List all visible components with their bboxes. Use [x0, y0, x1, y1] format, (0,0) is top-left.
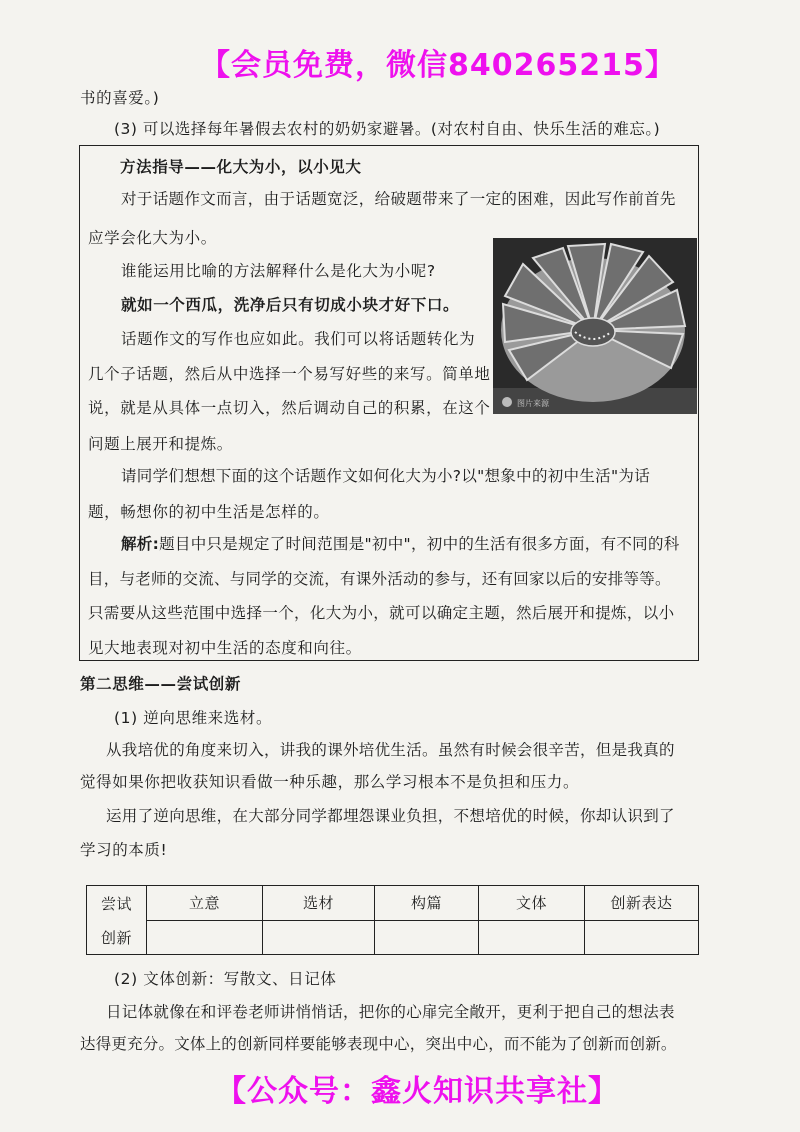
watermelon-image: [493, 238, 697, 414]
paragraph-line: 对于话题作文而言，由于话题宽泛，给破题带来了一定的困难，因此写作前首先: [121, 190, 676, 208]
table-row-label: 创新: [87, 920, 147, 954]
analysis-label: 解析:: [121, 535, 160, 553]
table-header-cell: 选材: [263, 886, 375, 921]
paragraph-line: 题，畅想你的初中生活是怎样的。: [88, 503, 330, 521]
analysis-line: [121, 532, 680, 554]
table-cell-empty: [479, 920, 585, 954]
text-line: (3) 可以选择每年暑假去农村的奶奶家避暑。(对农村自由、快乐生活的难忘。): [114, 120, 661, 138]
paragraph-line: 学习的本质!: [80, 841, 168, 859]
photo-caption: 图片来源: [517, 399, 549, 408]
banner-bottom: 【公众号：鑫火知识共享社】: [216, 1074, 619, 1109]
table-cell-empty: [375, 920, 479, 954]
table-header-cell: 创新表达: [585, 886, 699, 921]
paragraph-line: 运用了逆向思维，在大部分同学都埋怨课业负担，不想培优的时候，你却认识到了: [106, 807, 675, 825]
paragraph-line: 问题上展开和提炼。: [88, 435, 233, 453]
subheading: (1) 逆向思维来选材。: [114, 709, 273, 727]
paragraph-line: 目，与老师的交流、与同学的交流，有课外活动的参与，还有回家以后的安排等等。: [88, 570, 671, 588]
watermelon-photo: [493, 238, 697, 414]
paragraph-line: 说，就是从具体一点切入，然后调动自己的积累，在这个: [88, 399, 491, 417]
paragraph-line: 觉得如果你把收获知识看做一种乐趣，那么学习根本不是负担和压力。: [80, 773, 580, 791]
paragraph-line: 达得更充分。文体上的创新同样要能够表现中心，突出中心，而不能为了创新而创新。: [80, 1035, 677, 1053]
table-header-cell: 立意: [147, 886, 263, 921]
paragraph-line: 请同学们想想下面的这个话题作文如何化大为小?以"想象中的初中生活"为话: [121, 467, 650, 485]
table-row: [87, 886, 699, 921]
paragraph-line: 谁能运用比喻的方法解释什么是化大为小呢?: [121, 262, 436, 280]
table-row-label: 尝试: [87, 886, 147, 921]
subheading: (2) 文体创新：写散文、日记体: [114, 970, 337, 988]
try-innovation-table: [86, 885, 699, 955]
paragraph-line: 只需要从这些范围中选择一个，化大为小，就可以确定主题，然后展开和提炼，以小: [88, 604, 675, 622]
table-row: [87, 920, 699, 954]
banner-top: 【会员免费，微信840265215】: [200, 48, 676, 83]
paragraph-line: 日记体就像在和评卷老师讲悄悄话，把你的心扉完全敞开，更利于把自己的想法表: [106, 1003, 675, 1021]
method-heading: 方法指导——化大为小，以小见大: [120, 158, 362, 176]
paragraph-line: 话题作文的写作也应如此。我们可以将话题转化为: [121, 330, 476, 348]
table-header-cell: 构篇: [375, 886, 479, 921]
paragraph-line: 几个子话题，然后从中选择一个易写好些的来写。简单地: [88, 365, 491, 383]
paragraph-line-bold: 就如一个西瓜，洗净后只有切成小块才好下口。: [121, 296, 460, 314]
table-header-cell: 文体: [479, 886, 585, 921]
table-cell-empty: [585, 920, 699, 954]
section2-title: 第二思维——尝试创新: [80, 675, 242, 693]
paragraph-line: 应学会化大为小。: [88, 229, 217, 247]
table-cell-empty: [263, 920, 375, 954]
paragraph-line: 从我培优的角度来切入，讲我的课外培优生活。虽然有时候会很辛苦，但是我真的: [106, 741, 675, 759]
text-line: 书的喜爱。): [80, 89, 160, 107]
analysis-text: 题目中只是规定了时间范围是"初中"，初中的生活有很多方面，有不同的科: [159, 535, 680, 553]
table-cell-empty: [147, 920, 263, 954]
paragraph-line: 见大地表现对初中生活的态度和向往。: [88, 639, 362, 657]
